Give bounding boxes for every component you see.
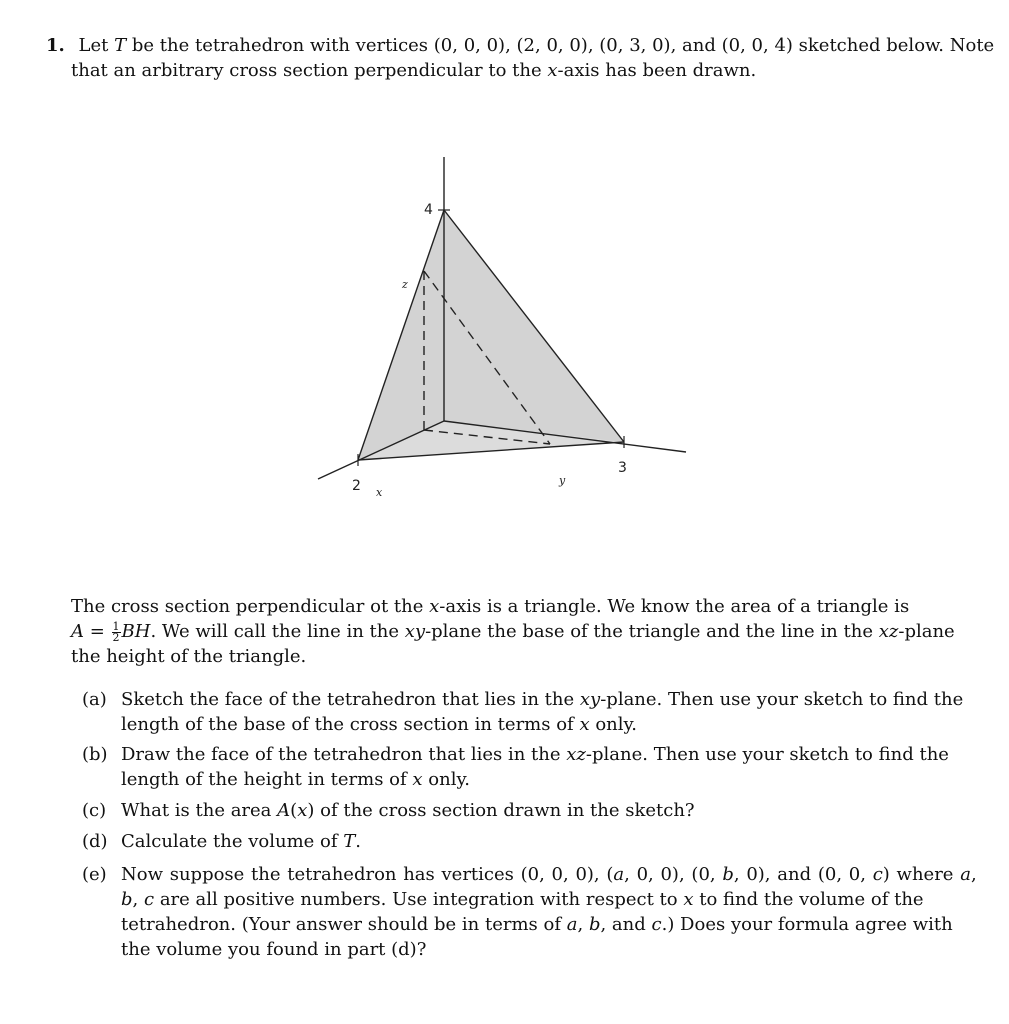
text: Now suppose the tetrahedron has vertices bbox=[121, 864, 514, 885]
var-c: c bbox=[144, 889, 155, 910]
var-x: x bbox=[297, 800, 308, 821]
var-x: x bbox=[412, 769, 423, 790]
vertex bbox=[606, 864, 684, 885]
tetrahedron-figure bbox=[300, 150, 700, 510]
text: Sketch the face of the tetrahedron that lies in the bbox=[121, 689, 575, 710]
text: sketched below. Note bbox=[798, 35, 995, 56]
text: ( bbox=[606, 864, 614, 885]
part-d-line-1 bbox=[121, 829, 931, 854]
text: Draw the face of the tetrahedron that lies in the bbox=[121, 744, 561, 765]
problem-statement bbox=[46, 33, 995, 83]
text: tetrahedron. (Your answer should be in terms of bbox=[121, 914, 561, 935]
text: , and bbox=[600, 914, 646, 935]
text: . We will call the line in the bbox=[150, 621, 399, 642]
text: to find the volume of the bbox=[699, 889, 924, 910]
text: of the cross section drawn in the sketch? bbox=[320, 800, 695, 821]
text: are all positive numbers. Use integration with respect to bbox=[159, 889, 678, 910]
part-b-line-1 bbox=[121, 742, 949, 767]
part-a-line-2 bbox=[121, 712, 931, 737]
part-text bbox=[121, 862, 977, 962]
var-BH: BH bbox=[121, 621, 151, 642]
text: Calculate the volume of bbox=[121, 831, 338, 852]
text: and bbox=[682, 35, 716, 56]
var-c: c bbox=[872, 864, 883, 885]
text: length of the base of the cross section in terms of bbox=[121, 714, 574, 735]
text: (0, 0, bbox=[817, 864, 866, 885]
text: and bbox=[777, 864, 812, 885]
vertex bbox=[691, 864, 770, 885]
label-3: 3 bbox=[618, 460, 627, 476]
var-A: A bbox=[277, 800, 291, 821]
text: (0, bbox=[691, 864, 716, 885]
part-label: (e) bbox=[82, 864, 107, 885]
symbol-T: T bbox=[114, 35, 127, 56]
fraction-half bbox=[112, 619, 121, 644]
face-slanted bbox=[358, 210, 624, 460]
var-xz: xz bbox=[566, 744, 586, 765]
text: , bbox=[132, 889, 139, 910]
text: -axis has been drawn. bbox=[557, 60, 757, 81]
part-e-line-4: the volume you found in part (d)? bbox=[121, 939, 427, 960]
var-a: a bbox=[960, 864, 971, 885]
part-e-line-2 bbox=[121, 887, 931, 912]
part-label: (d) bbox=[82, 831, 108, 852]
vertex bbox=[818, 864, 890, 885]
text: -plane. Then use your sketch to find the bbox=[600, 689, 964, 710]
var-a: a bbox=[613, 864, 625, 885]
var-xz: xz bbox=[878, 621, 899, 642]
var-xy: xy bbox=[579, 689, 601, 710]
intro-line-2 bbox=[71, 619, 955, 644]
problem-line-2 bbox=[46, 58, 936, 83]
text: , bbox=[970, 864, 977, 885]
vertex: (0, 0, 0), bbox=[520, 864, 600, 885]
part-text bbox=[121, 829, 931, 854]
paren: ( bbox=[290, 800, 298, 821]
text: -axis is a triangle. We know the area of a triangle is bbox=[439, 596, 910, 617]
symbol-T: T bbox=[343, 831, 356, 852]
part-e-line-1 bbox=[121, 862, 977, 887]
part-b-line-2 bbox=[121, 767, 931, 792]
vertex: (0, 0, 0), bbox=[433, 35, 511, 56]
label-2: 2 bbox=[352, 478, 361, 494]
text: , 0), bbox=[733, 864, 771, 885]
text: only. bbox=[595, 714, 638, 735]
axis-label-z: z bbox=[402, 278, 408, 291]
vertex: (0, 0, 4) bbox=[721, 35, 793, 56]
part-text bbox=[121, 742, 949, 792]
var-a: a bbox=[566, 914, 578, 935]
axis-label-x: x bbox=[376, 486, 383, 499]
text: What is the area bbox=[121, 800, 272, 821]
paren: ) bbox=[307, 800, 315, 821]
var-b: b bbox=[722, 864, 734, 885]
vertex: (0, 3, 0), bbox=[599, 35, 677, 56]
var-b: b bbox=[588, 914, 601, 935]
text: .) Does your formula agree with bbox=[661, 914, 953, 935]
var-x: x bbox=[579, 714, 590, 735]
text: Let bbox=[78, 35, 109, 56]
part-c-line-1 bbox=[121, 798, 931, 823]
text: be the tetrahedron with vertices bbox=[131, 35, 429, 56]
text: , bbox=[577, 914, 584, 935]
part-e-line-3 bbox=[121, 912, 953, 937]
axis-label-y: y bbox=[559, 474, 566, 487]
problem-line-1 bbox=[46, 33, 995, 58]
part-label: (c) bbox=[82, 800, 107, 821]
text: length of the height in terms of bbox=[121, 769, 407, 790]
vertex: (2, 0, 0), bbox=[516, 35, 594, 56]
var-c: c bbox=[651, 914, 662, 935]
text: that an arbitrary cross section perpendicular to the bbox=[71, 60, 542, 81]
part-a-line-1 bbox=[121, 687, 964, 712]
var-A: A bbox=[71, 621, 84, 642]
problem-number: 1. bbox=[46, 35, 65, 56]
part-label: (a) bbox=[82, 689, 107, 710]
intro-line-3: the height of the triangle. bbox=[71, 646, 307, 667]
text: ) bbox=[882, 864, 890, 885]
text: only. bbox=[428, 769, 470, 790]
part-label: (b) bbox=[82, 744, 108, 765]
text: -plane bbox=[898, 621, 955, 642]
var-xy: xy bbox=[404, 621, 426, 642]
text: -plane the base of the triangle and the line in the bbox=[425, 621, 873, 642]
part-text bbox=[121, 687, 964, 737]
intro-line-1 bbox=[71, 594, 931, 619]
part-text bbox=[121, 798, 931, 823]
label-4: 4 bbox=[424, 202, 433, 218]
equals: = bbox=[84, 621, 111, 642]
intro-paragraph bbox=[71, 594, 955, 669]
var-x: x bbox=[429, 596, 440, 617]
var-b: b bbox=[121, 889, 133, 910]
text: . bbox=[355, 831, 362, 852]
text: -plane. Then use your sketch to find the bbox=[585, 744, 949, 765]
var-x: x bbox=[683, 889, 694, 910]
text: where bbox=[896, 864, 954, 885]
text: The cross section perpendicular ot the bbox=[71, 596, 424, 617]
text: , 0, 0), bbox=[624, 864, 685, 885]
numerator: 1 bbox=[112, 619, 120, 633]
var-x: x bbox=[547, 60, 558, 81]
denominator: 2 bbox=[112, 630, 120, 644]
